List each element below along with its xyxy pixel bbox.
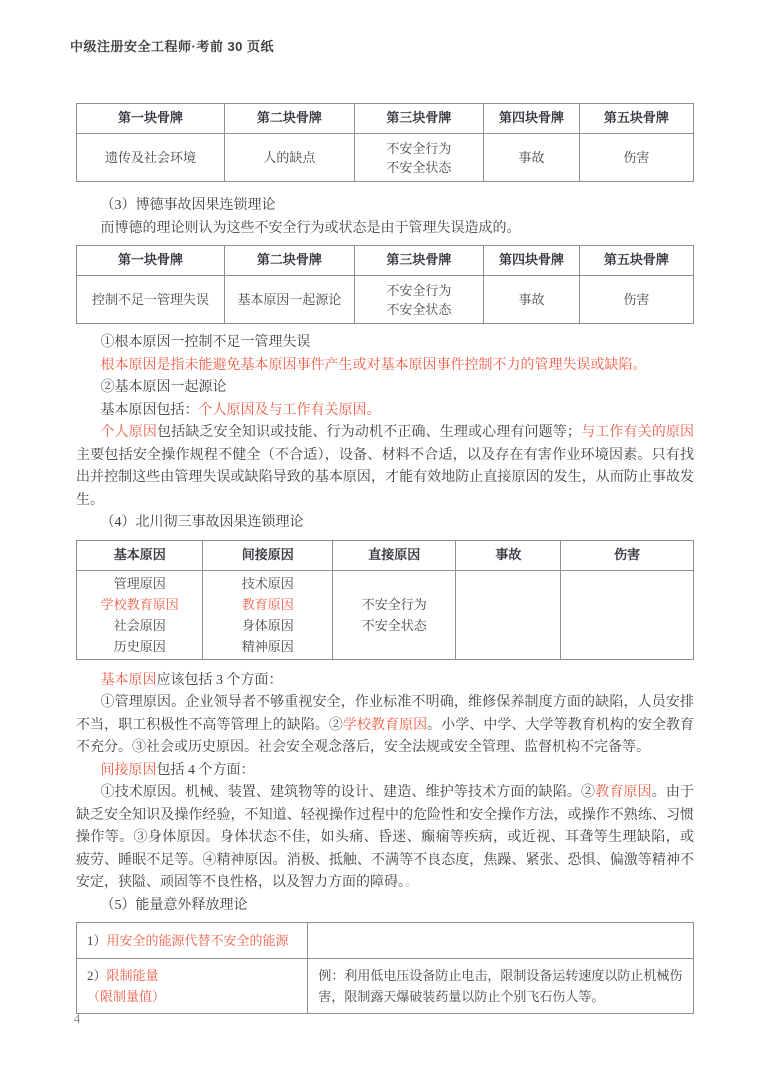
section-heading-4: （4）北川彻三事故因果连锁理论 (100, 515, 304, 530)
energy-release-table (76, 922, 694, 1014)
document-header-title: 中级注册安全工程师·考前 30 页纸 (70, 39, 275, 54)
text-segment: 基本原因包括： (100, 402, 199, 418)
table-row (77, 134, 694, 182)
table-header-cell: 第四块骨牌 (484, 246, 580, 276)
kitagawa-indirect-causes-lead (76, 760, 694, 783)
table-cell: 伤害 (579, 276, 693, 324)
item-number: 2） (87, 968, 107, 983)
table-row (77, 923, 694, 959)
cell-line: 不安全行为 (361, 596, 427, 612)
table-row (77, 570, 694, 659)
cell-line: 不安全状态 (386, 301, 452, 317)
cell-line: 社会原因 (113, 617, 166, 633)
table-cell: 事故 (484, 276, 580, 324)
cell-line: 管理原因 (113, 575, 166, 591)
kitagawa-basic-causes-paragraph (76, 692, 694, 760)
table-cell: 事故 (484, 134, 580, 182)
cell-line: 不安全行为 (386, 282, 452, 298)
cell-line: 不安全状态 (361, 617, 427, 633)
cell-line-red: 教育原因 (241, 596, 294, 612)
text-segment-red: 学校教育原因 (342, 717, 428, 733)
text-segment: ①管理原因。企业领导者不够重视安全，作业标准不明确，维修保养制度方面的缺陷，人员安排不当，职工积极性不高等管理上的缺陷。② (76, 695, 694, 733)
heinrich-domino-table (76, 103, 694, 182)
table-cell (354, 134, 484, 182)
cell-line-red: （限制量值） (87, 989, 166, 1004)
kitagawa-indirect-causes-paragraph (76, 782, 694, 895)
text-segment: 包括 4 个方面： (156, 762, 255, 778)
table-header-cell: 事故 (456, 540, 561, 570)
table-cell-empty (456, 570, 561, 659)
cell-line: 身体原因 (241, 617, 294, 633)
table-row (77, 276, 694, 324)
bode-item-2: ②基本原因一起源论 (100, 380, 227, 395)
table-cell (333, 570, 456, 659)
table-header-row (77, 246, 694, 276)
table-header-cell: 伤害 (561, 540, 694, 570)
text-segment: ①技术原因。机械、装置、建筑物等的设计、建造、维护等技术方面的缺陷。② (100, 785, 596, 800)
bode-intro-paragraph: 而博德的理论则认为这些不安全行为或状态是由于管理失误造成的。 (100, 220, 521, 236)
table-cell (77, 959, 308, 1014)
table-cell-empty (308, 923, 694, 959)
table-header-cell: 第五块骨牌 (579, 104, 693, 134)
table-cell: 基本原因一起源论 (225, 276, 355, 324)
item-text-red: 用安全的能源代替不安全的能源 (106, 933, 289, 948)
table-cell-empty (561, 570, 694, 659)
table-header-cell: 第二块骨牌 (225, 104, 355, 134)
section-heading-3: （3）博德事故因果连锁理论 (100, 198, 276, 213)
text-segment-red: 个人原因及与工作有关原因。 (198, 402, 381, 418)
cell-line: 历史原因 (113, 638, 166, 654)
text-segment: 包括缺乏安全知识或技能、行为动机不正确、生理或心理有问题等； (157, 425, 581, 440)
table-header-cell: 第一块骨牌 (77, 104, 225, 134)
section-heading-5: （5）能量意外释放理论 (100, 897, 248, 913)
cell-line: 不安全行为 (386, 140, 452, 156)
revision-mark: 。 (405, 875, 419, 890)
table-cell: 人的缺点 (225, 134, 355, 182)
item-number: 1） (87, 933, 107, 948)
text-segment: 。小学、中学、大学等教育机构的安全教育不充分。③社会或历史原因。社会安全观念落后，安全法规或安全管理、监督机构不完备等。 (76, 717, 695, 755)
cell-line (87, 965, 297, 986)
page-content (76, 103, 694, 1014)
text-segment: 主要包括安全操作规程不健全（不合适），设备、材料不合适，以及存在有害作业环境因素。只有找出并控制这些由管理失误或缺陷导致的基本原因，才能有效地防止直接原因的发生，从而防止事故发生。 (76, 447, 694, 508)
bode-basic-causes-paragraph (76, 422, 694, 512)
table-header-cell: 第三块骨牌 (354, 104, 484, 134)
table-cell (77, 570, 203, 659)
bode-item-1: ①根本原因一控制不足一管理失误 (100, 335, 311, 350)
text-segment-red: 间接原因 (100, 762, 157, 778)
item-text-red: 限制能量 (106, 968, 159, 983)
text-segment-red: 个人原因 (100, 425, 158, 440)
text-segment-red: 基本原因 (100, 672, 157, 688)
table-header-cell: 第三块骨牌 (354, 246, 484, 276)
cell-line: 技术原因 (241, 575, 294, 591)
kitagawa-basic-causes-lead (76, 670, 694, 693)
text-segment: 。由于缺乏安全知识及操作经验，不知道、轻视操作过程中的危险性和安全操作方法，或操作不熟练、习惯操作等。③身体原因。身体状态不佳，如头痛、昏迷、癫痫等疾病，或近视、耳聋等生理缺陷，或 疲劳、睡眠不足等。④精神原因。消极、抵触、不满等不良态度，焦躁、紧张、恐惧、偏激等精神不安定，狭隘、顽固等不良性格，以及智力方面的障碍。 (76, 785, 695, 890)
page-number: 4 (74, 1012, 81, 1026)
cell-line: 精神原因 (241, 638, 294, 654)
table-cell: 控制不足一管理失误 (77, 276, 225, 324)
table-cell (354, 276, 484, 324)
table-cell: 遗传及社会环境 (77, 134, 225, 182)
table-cell: 例：利用低电压设备防止电击，限制设备运转速度以防止机械伤害，限制露天爆破装药量以防止个别飞石伤人等。 (308, 959, 694, 1014)
table-row (77, 959, 694, 1014)
kitagawa-causes-table (76, 540, 694, 660)
table-header-row (77, 540, 694, 570)
table-header-cell: 第一块骨牌 (77, 246, 225, 276)
bode-domino-table (76, 245, 694, 324)
text-segment-red: 与工作有关的原因 (580, 425, 695, 440)
cell-line-red: 学校教育原因 (100, 596, 179, 612)
bode-item-1-note: 根本原因是指未能避免基本原因事件产生或对基本原因事件控制不力的管理失误或缺陷。 (100, 357, 647, 373)
table-header-cell: 基本原因 (77, 540, 203, 570)
table-header-cell: 第四块骨牌 (484, 104, 580, 134)
cell-line: 不安全状态 (386, 159, 452, 175)
table-header-cell: 直接原因 (333, 540, 456, 570)
table-cell: 伤害 (579, 134, 693, 182)
table-cell (77, 923, 308, 959)
table-cell (203, 570, 333, 659)
text-segment-red: 教育原因 (595, 785, 652, 800)
table-header-cell: 第二块骨牌 (225, 246, 355, 276)
table-header-cell: 第五块骨牌 (579, 246, 693, 276)
text-segment: 应该包括 3 个方面： (156, 672, 283, 688)
table-header-cell: 间接原因 (203, 540, 333, 570)
table-header-row (77, 104, 694, 134)
bode-item-2-note (76, 400, 694, 423)
